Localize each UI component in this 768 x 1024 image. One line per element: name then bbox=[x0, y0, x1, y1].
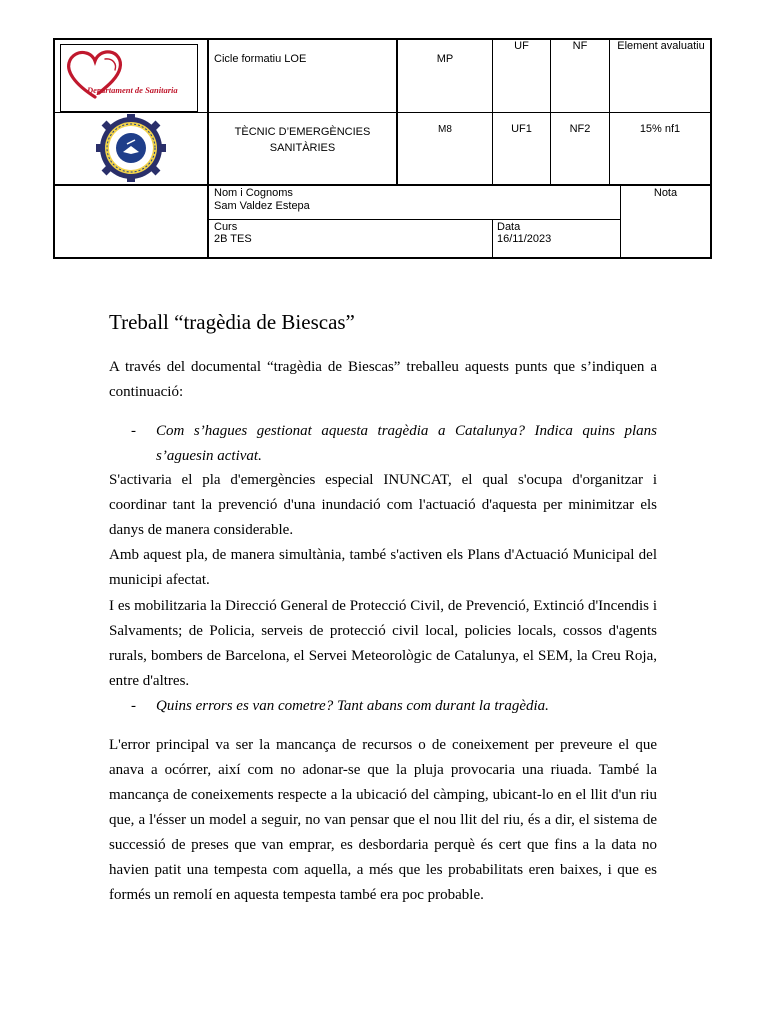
curs-value: 2B TES bbox=[214, 233, 252, 245]
cicle-name-line1: TÈCNIC D’EMERGÈNCIES bbox=[234, 126, 371, 138]
nf-value: NF2 bbox=[569, 123, 591, 135]
paragraph-3: I es mobilitzaria la Direcció General de Protecció Civil, de Prevenció, Extinció d'Incendis i Salvaments; de Policia, serveis de protecció civil local, policies locals, cossos d'agents rurals, bombers de Barcelona, el Servei Meteorològic de Catalunya, el SEM, la Creu Roja, entre d'altres. bbox=[109, 598, 657, 689]
cicle-name-line2: SANITÀRIES bbox=[269, 142, 336, 154]
paragraph-1: S'activaria el pla d'emergències especial INUNCAT, el qual s'ocupa d'organitzar i coordinar tant la prevenció d'una inundació com l'actuació d'aquesta per minimitzar els danys de manera considerable. bbox=[109, 472, 657, 538]
bullet-dash: - bbox=[131, 423, 136, 439]
question-2-text: Quins errors es van cometre? Tant abans com durant la tragèdia. bbox=[156, 698, 549, 714]
element-label: Element avaluatiu bbox=[617, 40, 705, 52]
paragraph-2: Amb aquest pla, de manera simultània, també s'activen els Plans d'Actuació Municipal del municipi afectat. bbox=[109, 547, 657, 588]
nf-label: NF bbox=[572, 40, 588, 52]
curs-label: Curs bbox=[214, 221, 238, 233]
question-1 bbox=[109, 419, 657, 469]
data-label: Data bbox=[497, 221, 521, 233]
uf-value: UF1 bbox=[511, 123, 532, 135]
school-seal-icon bbox=[94, 114, 168, 182]
paragraph-4: L'error principal va ser la mancança de recursos o de coneixement per preveure el que anava a ocórrer, així com no adonar-se que la pluja provocaria una riuada. També la mancança de coneixements respecte a la ubicació del càmping, ubicant-lo en el llit d'un riu que, a l'ésser un model a seguir, no van pensar que el nou llit del riu, és a dir, el sistema de successió de preses que van emprar, es desbordaria perquè és cert que fins a la data no havien patit una tempesta com aquella, a més que les probabilitats eren baixes, i que es formés un remolí en aquesta tempesta també era poc probable. bbox=[109, 737, 657, 903]
uf-label: UF bbox=[514, 40, 529, 52]
mp-value: M8 bbox=[438, 124, 452, 135]
intro-paragraph: A través del documental “tragèdia de Biescas” treballeu aquests punts que s’indiquen a continuació: bbox=[109, 359, 657, 400]
nota-label: Nota bbox=[653, 187, 678, 199]
logo-text: Departament de Sanitaria bbox=[87, 85, 178, 95]
mp-label: MP bbox=[436, 53, 454, 65]
element-value: 15% nf1 bbox=[639, 123, 681, 135]
name-label: Nom i Cognoms bbox=[214, 187, 293, 199]
question-2 bbox=[109, 694, 657, 719]
data-value: 16/11/2023 bbox=[497, 233, 552, 245]
document-title: Treball “tragèdia de Biescas” bbox=[109, 310, 355, 334]
cicle-label: Cicle formatiu LOE bbox=[214, 53, 307, 65]
bullet-dash: - bbox=[131, 698, 136, 714]
question-1-text: Com s’hagues gestionat aquesta tragèdia a Catalunya? Indica quins plans s’aguesin activat. bbox=[156, 423, 657, 464]
cicle-name bbox=[209, 124, 396, 156]
department-logo bbox=[60, 44, 198, 112]
name-value: Sam Valdez Estepa bbox=[214, 200, 310, 212]
